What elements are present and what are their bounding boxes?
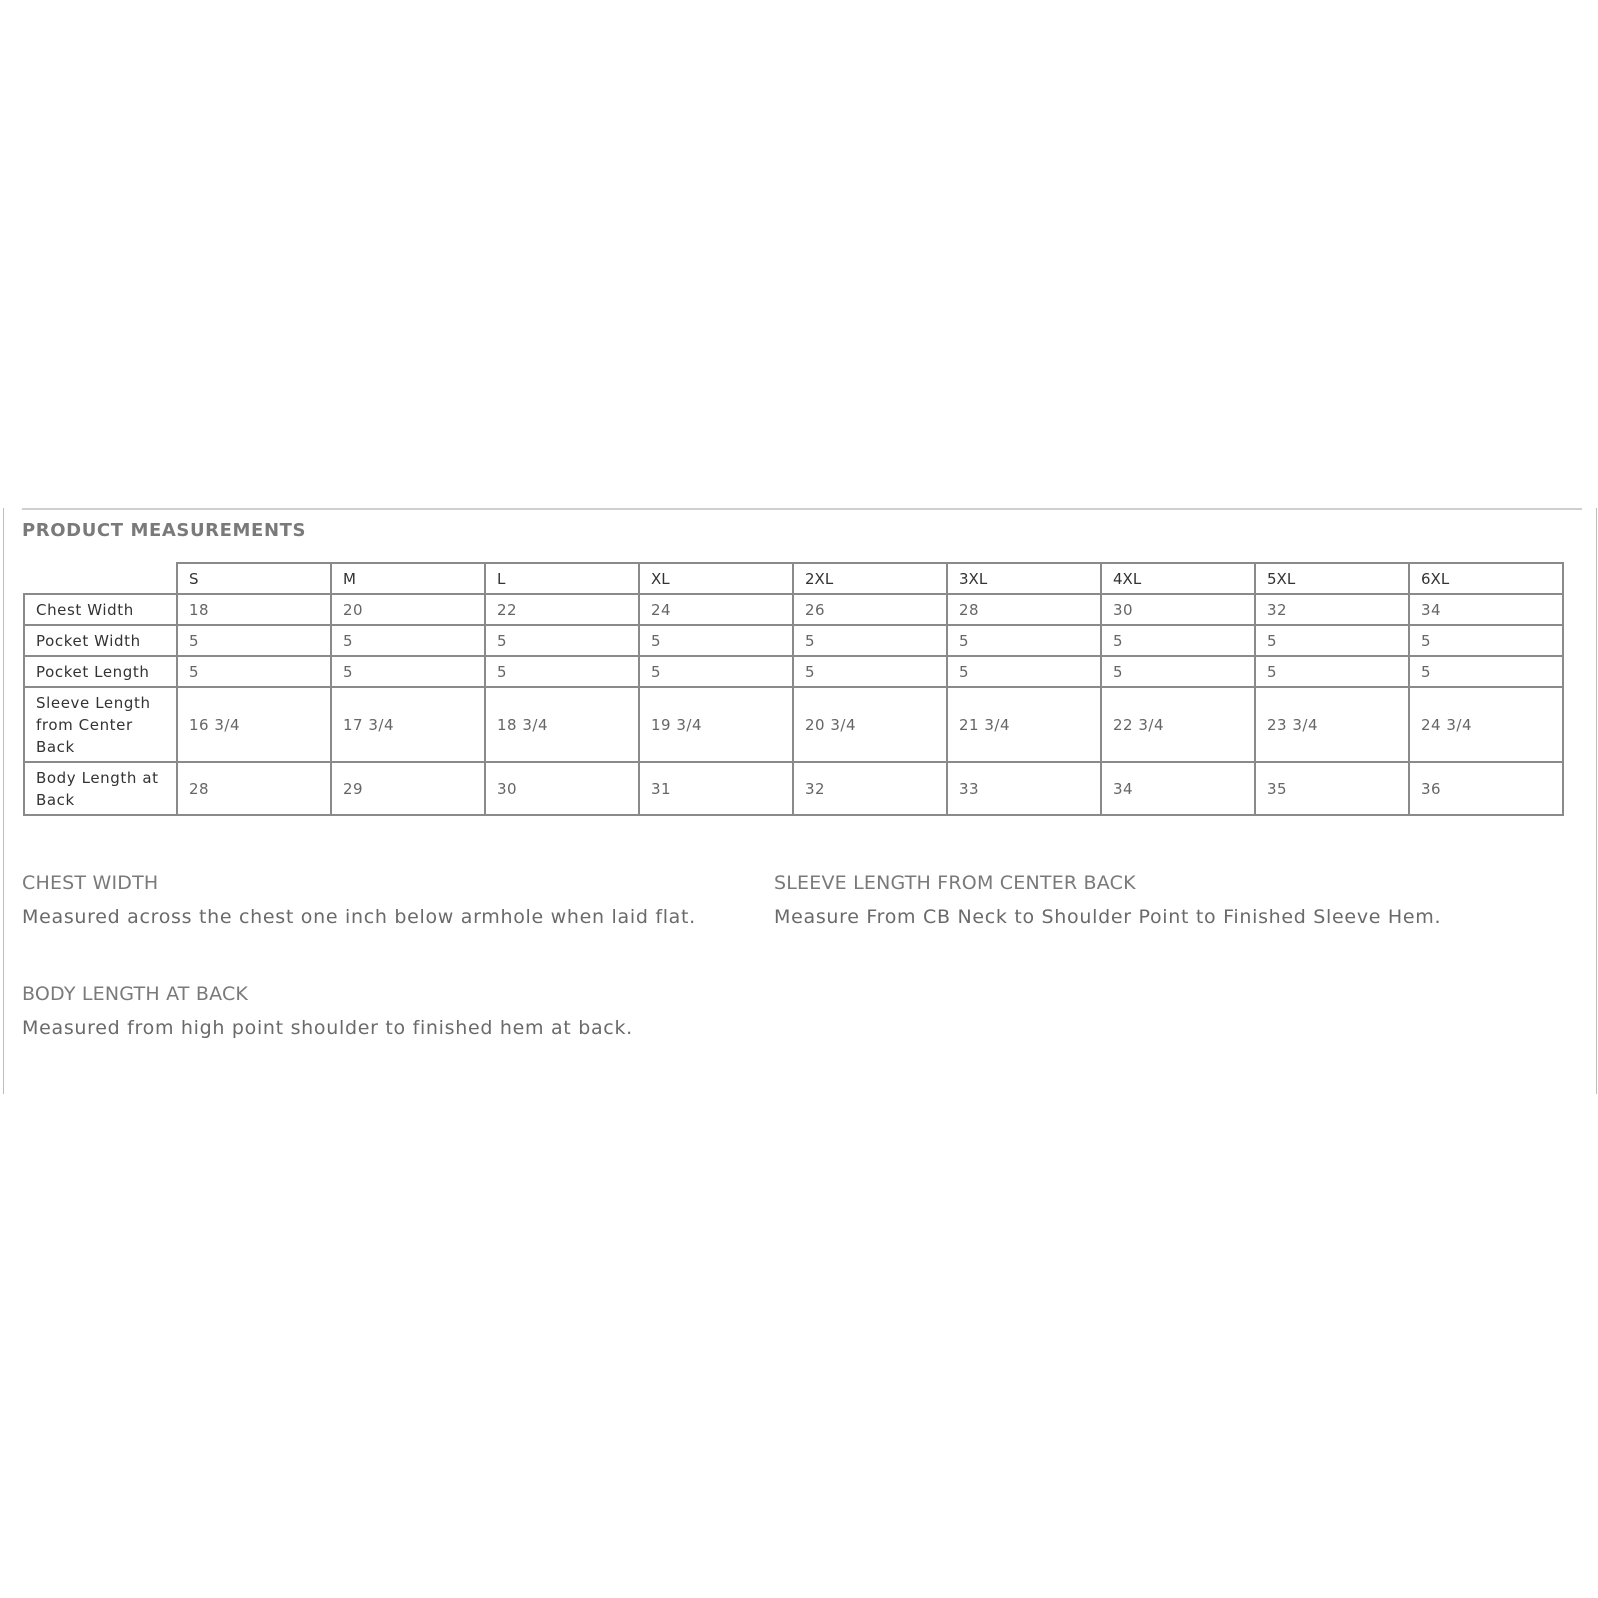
row-label: Sleeve Length from Center Back	[24, 687, 177, 762]
table-cell: 23 3/4	[1255, 687, 1409, 762]
note-body-length	[22, 981, 762, 1041]
table-cell: 5	[1255, 656, 1409, 687]
table-cell: 22 3/4	[1101, 687, 1255, 762]
table-cell: 5	[331, 625, 485, 656]
table-cell: 5	[1409, 625, 1563, 656]
size-header: L	[485, 563, 639, 594]
note-text: Measure From CB Neck to Shoulder Point to Finished Sleeve Hem.	[774, 906, 1442, 928]
table-cell: 5	[1255, 625, 1409, 656]
table-cell: 32	[1255, 594, 1409, 625]
table-cell: 34	[1101, 762, 1255, 815]
table-cell: 32	[793, 762, 947, 815]
table-cell: 18	[177, 594, 331, 625]
note-text: Measured from high point shoulder to finished hem at back.	[22, 1017, 633, 1039]
note-chest-width	[22, 870, 762, 930]
measurements-panel	[3, 508, 1597, 1094]
table-cell: 35	[1255, 762, 1409, 815]
table-cell: 31	[639, 762, 793, 815]
table-cell: 5	[485, 625, 639, 656]
table-cell: 20	[331, 594, 485, 625]
section-title: PRODUCT MEASUREMENTS	[22, 520, 307, 541]
table-cell: 33	[947, 762, 1101, 815]
size-header: 6XL	[1409, 563, 1563, 594]
table-cell: 21 3/4	[947, 687, 1101, 762]
size-header: S	[177, 563, 331, 594]
table-cell: 30	[1101, 594, 1255, 625]
table-cell: 5	[485, 656, 639, 687]
size-header: XL	[639, 563, 793, 594]
size-header-row	[24, 563, 1563, 594]
table-cell: 19 3/4	[639, 687, 793, 762]
table-cell: 24 3/4	[1409, 687, 1563, 762]
table-cell: 5	[947, 625, 1101, 656]
table-cell: 5	[793, 656, 947, 687]
table-row	[24, 625, 1563, 656]
table-cell: 26	[793, 594, 947, 625]
table-cell: 5	[1409, 656, 1563, 687]
note-text: Measured across the chest one inch below armhole when laid flat.	[22, 906, 696, 928]
table-row	[24, 656, 1563, 687]
table-cell: 5	[1101, 656, 1255, 687]
row-label: Chest Width	[24, 594, 177, 625]
row-label: Body Length at Back	[24, 762, 177, 815]
table-cell: 5	[177, 656, 331, 687]
top-divider	[22, 508, 1582, 510]
row-label: Pocket Length	[24, 656, 177, 687]
size-header: 5XL	[1255, 563, 1409, 594]
table-cell: 17 3/4	[331, 687, 485, 762]
table-row	[24, 687, 1563, 762]
note-heading: SLEEVE LENGTH FROM CENTER BACK	[774, 872, 1136, 894]
note-sleeve-length	[774, 870, 1514, 930]
corner-cell	[24, 563, 177, 594]
table-cell: 5	[639, 656, 793, 687]
table-cell: 20 3/4	[793, 687, 947, 762]
table-cell: 18 3/4	[485, 687, 639, 762]
table-cell: 24	[639, 594, 793, 625]
size-header: M	[331, 563, 485, 594]
table-row	[24, 762, 1563, 815]
table-cell: 5	[639, 625, 793, 656]
table-cell: 34	[1409, 594, 1563, 625]
table-cell: 22	[485, 594, 639, 625]
table-cell: 36	[1409, 762, 1563, 815]
note-heading: BODY LENGTH AT BACK	[22, 983, 249, 1005]
table-cell: 5	[947, 656, 1101, 687]
table-cell: 29	[331, 762, 485, 815]
size-chart-table	[23, 562, 1564, 816]
table-cell: 16 3/4	[177, 687, 331, 762]
size-header: 4XL	[1101, 563, 1255, 594]
size-header: 3XL	[947, 563, 1101, 594]
row-label: Pocket Width	[24, 625, 177, 656]
table-row	[24, 594, 1563, 625]
table-cell: 30	[485, 762, 639, 815]
table-cell: 28	[947, 594, 1101, 625]
table-cell: 5	[1101, 625, 1255, 656]
size-header: 2XL	[793, 563, 947, 594]
table-cell: 5	[177, 625, 331, 656]
table-cell: 5	[793, 625, 947, 656]
table-cell: 5	[331, 656, 485, 687]
table-cell: 28	[177, 762, 331, 815]
note-heading: CHEST WIDTH	[22, 872, 159, 894]
measurement-notes	[22, 870, 1582, 1070]
